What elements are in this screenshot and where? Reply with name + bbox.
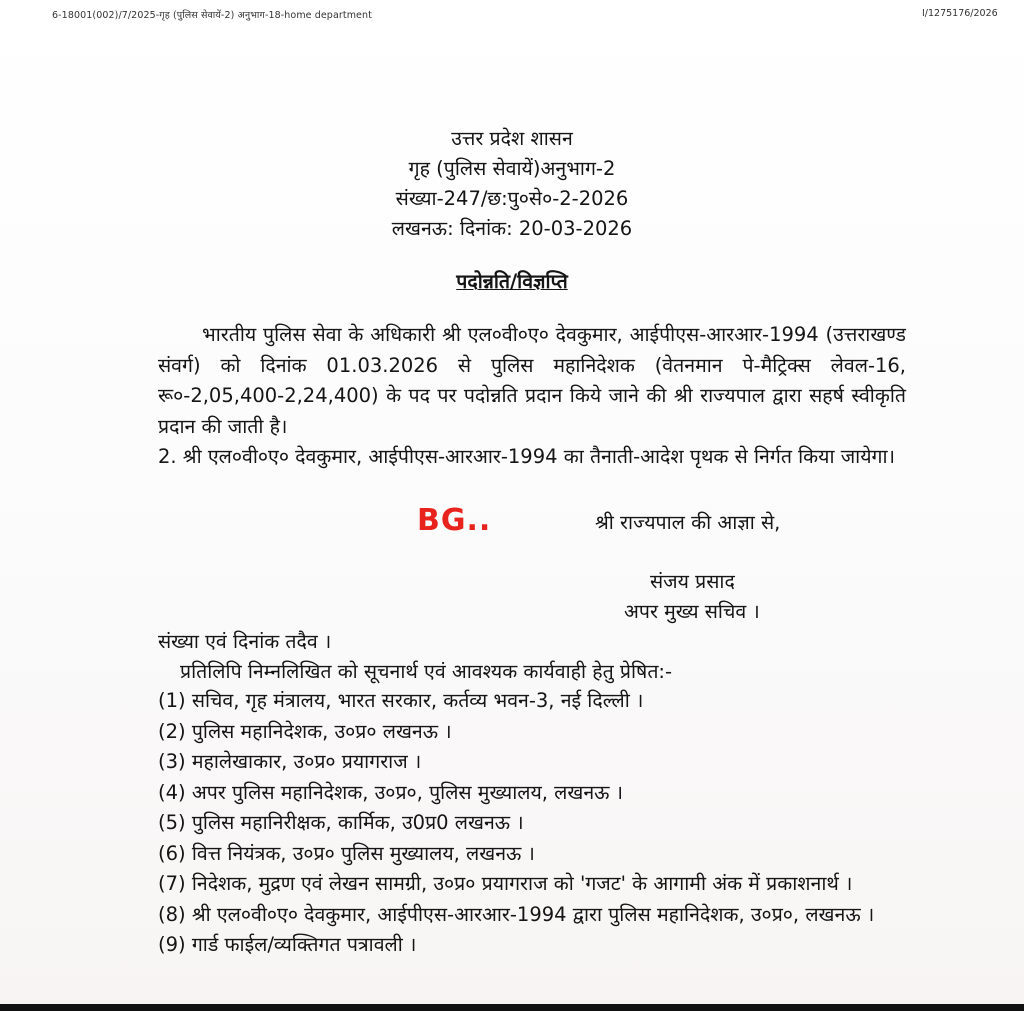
- signatory-name: संजय प्रसाद: [650, 570, 735, 593]
- list-item: (9) गार्ड फाईल/व्यक्तिगत पत्रावली ।: [158, 933, 417, 956]
- copy-reference-line: संख्या एवं दिनांक तदैव ।: [158, 630, 332, 653]
- list-item: (8) श्री एल०वी०ए० देवकुमार, आईपीएस-आरआर-1994 द्वारा पुलिस महानिदेशक, उ०प्र०, लखनऊ ।: [158, 902, 875, 926]
- list-item: (6) वित्त नियंत्रक, उ०प्र० पुलिस मुख्यालय, लखनऊ ।: [158, 841, 535, 865]
- signatory-designation: अपर मुख्य सचिव ।: [624, 600, 760, 623]
- list-item: (4) अपर पुलिस महानिदेशक, उ०प्र०, पुलिस मुख्यालय, लखनऊ ।: [158, 780, 624, 804]
- list-item: (2) पुलिस महानिदेशक, उ०प्र० लखनऊ ।: [158, 719, 452, 743]
- document-heading: पदोन्नति/विज्ञप्ति: [456, 270, 568, 293]
- document-number: I/1275176/2026: [922, 8, 998, 19]
- governor-order-line: श्री राज्यपाल की आज्ञा से,: [595, 511, 781, 534]
- paragraph-2: 2. श्री एल०वी०ए० देवकुमार, आईपीएस-आरआर-1994 का तैनाती-आदेश पृथक से निर्गत किया जायेगा।: [158, 445, 895, 468]
- copy-recipients-list: [158, 686, 908, 961]
- list-item: (1) सचिव, गृह मंत्रालय, भारत सरकार, कर्तव्य भवन-3, नई दिल्ली ।: [158, 689, 644, 712]
- paragraph-1: भारतीय पुलिस सेवा के अधिकारी श्री एल०वी०ए० देवकुमार, आईपीएस-आरआर-1994 (उत्तराखण्ड संवर्ग) को दिनांक 01.03.2026 से पुलिस महानिदेशक (वेतनमान पे-मैट्रिक्स लेवल-16, रू०-2,05,400-2,24,400) के पद पर पदोन्नति प्रदान किये जाने की श्री राज्यपाल द्वारा सहर्ष स्वीकृति प्रदान की जाती है।: [158, 323, 906, 438]
- list-item: (5) पुलिस महानिरीक्षक, कार्मिक, उ0प्र0 लखनऊ ।: [158, 811, 524, 834]
- file-reference: 6-18001(002)/7/2025-गृह (पुलिस सेवायें-2) अनुभाग-18-home department: [52, 10, 372, 21]
- notification-body: [158, 320, 906, 473]
- department-name: गृह (पुलिस सेवायें)अनुभाग-2: [408, 157, 616, 180]
- order-number: संख्या-247/छ:पु०से०-2-2026: [395, 187, 629, 210]
- copy-intro: प्रतिलिपि निम्नलिखित को सूचनार्थ एवं आवश्यक कार्यवाही हेतु प्रेषित:-: [180, 660, 673, 683]
- order-date: लखनऊ: दिनांक: 20-03-2026: [391, 217, 633, 240]
- bg-watermark-stamp: BG..: [417, 503, 492, 538]
- list-item: (7) निदेशक, मुद्रण एवं लेखन सामग्री, उ०प्र० प्रयागराज को 'गजट' के आगामी अंक में प्रकाशनार्थ ।: [158, 872, 853, 895]
- bottom-edge-bar: [0, 1004, 1024, 1011]
- list-item: (3) महालेखाकार, उ०प्र० प्रयागराज ।: [158, 750, 422, 773]
- govt-name: उत्तर प्रदेश शासन: [451, 127, 573, 150]
